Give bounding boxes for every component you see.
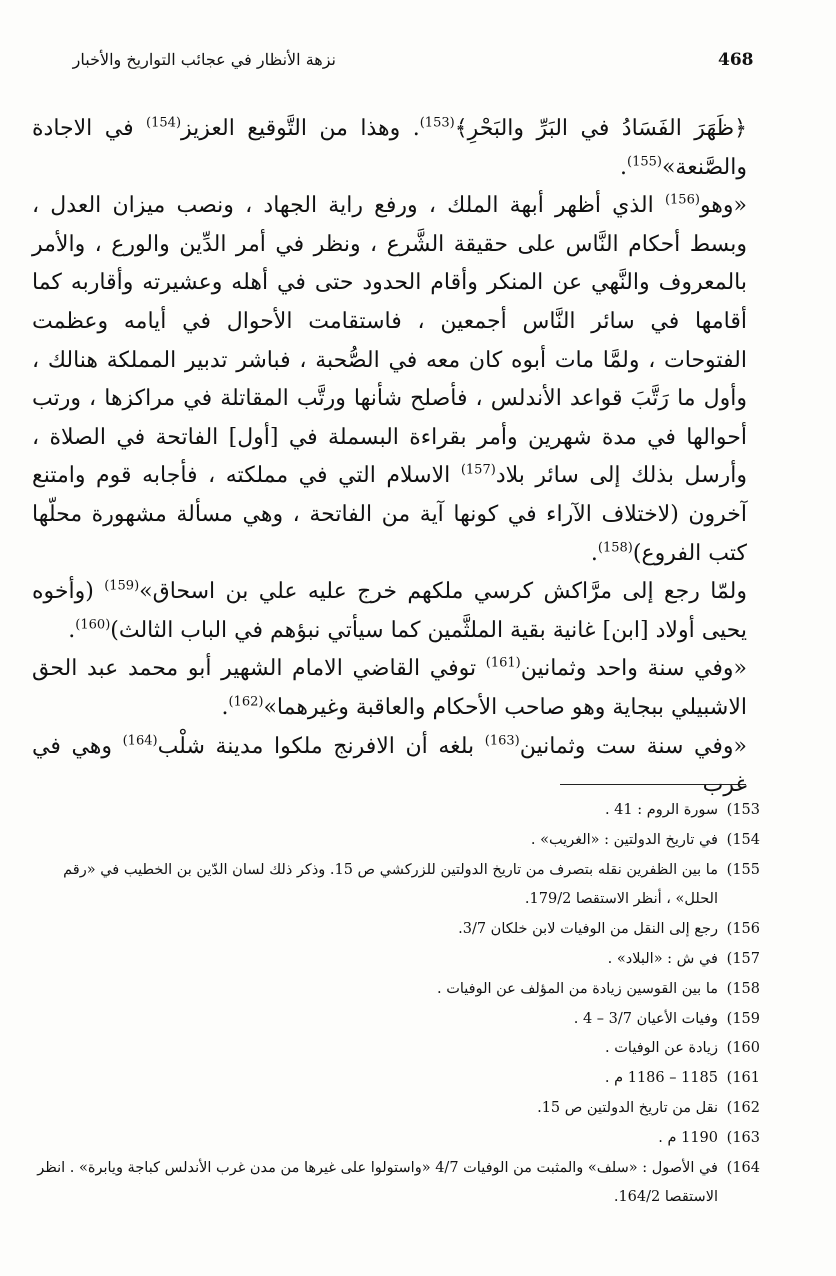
footnote-text: وفيات الأعيان 3/7 – 4 .	[573, 1010, 718, 1027]
main-text	[32, 110, 747, 805]
footnote-separator	[560, 784, 746, 785]
text-run: في الاجادة والصَّنعة»	[32, 116, 747, 180]
text-run: «وفي سنة واحد وثمانين	[520, 656, 747, 682]
footnote-number: (163	[726, 1129, 760, 1146]
footnotes-list	[30, 796, 760, 1213]
footnote-text: زيادة عن الوفيات .	[605, 1040, 718, 1057]
footnote	[30, 796, 760, 826]
footnote-text: نقل من تاريخ الدولتين ص 15.	[537, 1099, 718, 1116]
footnote-text: في ش : «البلاد» .	[607, 950, 718, 967]
page-number: 468	[718, 50, 754, 70]
text-run: .	[68, 617, 76, 643]
footnote-text: رجع إلى النقل من الوفيات لابن خلكان 3/7.	[458, 921, 718, 938]
footnote-ref: (164)	[122, 733, 158, 749]
footnote-text: ما بين القوسين زيادة من المؤلف عن الوفيات .	[436, 980, 718, 997]
footnote-text: 1190 م .	[658, 1129, 718, 1146]
footnote-number: (153	[726, 802, 760, 818]
running-title: نزهة الأنظار في عجائب التواريخ والأخبار	[72, 50, 336, 69]
paragraph	[32, 110, 747, 187]
footnote-ref: (155)	[626, 154, 662, 170]
footnote-ref: (153)	[419, 115, 455, 131]
footnote-ref: (157)	[460, 463, 496, 479]
footnote	[30, 826, 760, 856]
footnote	[30, 915, 760, 945]
text-run: .	[221, 694, 229, 720]
text-run: «وهو	[699, 193, 747, 219]
footnote-number: (154	[726, 831, 760, 848]
footnote-number: (155	[726, 861, 760, 878]
footnote	[30, 1064, 760, 1094]
text-run: (وأخوه يحيى أولاد [ابن] غانية بقية الملثَّمين كما سيأتي نبؤهم في الباب الثالث)	[32, 579, 747, 643]
text-run: ﴿ظَهَرَ الفَسَادُ في البَرِّ والبَحْرِ﴾	[454, 116, 747, 141]
footnote-ref: (158)	[597, 540, 633, 556]
text-run: «وفي سنة ست وثمانين	[519, 733, 747, 759]
page-header	[0, 50, 836, 80]
footnote	[30, 975, 760, 1005]
footnote-text: ما بين الظفرين نقله بتصرف من تاريخ الدولتين للزركشي ص 15. وذكر ذلك لسان الدّين بن الخطيب في «رقم الحلل» ، أنظر الاستقصا 179/2.	[63, 861, 718, 908]
text-run: وهي في غرب	[32, 733, 747, 798]
footnote	[30, 1005, 760, 1035]
text-run: توفي القاضي الامام الشهير أبو محمد عبد الحق الاشبيلي ببجاية وهو صاحب الأحكام والعاقبة وغيرهما»	[32, 656, 747, 720]
footnote-ref: (162)	[228, 694, 264, 710]
footnote-number: (157	[726, 950, 760, 967]
footnote	[30, 856, 760, 916]
footnote-number: (156	[726, 921, 760, 938]
footnote-number: (162	[726, 1099, 760, 1116]
footnote	[30, 945, 760, 975]
footnote	[30, 1034, 760, 1064]
text-run: ولمّا رجع إلى مرَّاكش كرسي ملكهم خرج عليه علي بن اسحاق»	[139, 579, 747, 605]
text-run: بلغه أن الافرنج ملكوا مدينة شلْب	[157, 733, 485, 759]
footnote	[30, 1094, 760, 1124]
footnote-ref: (160)	[75, 617, 111, 633]
paragraph	[32, 728, 747, 805]
text-run: .	[590, 540, 598, 566]
paragraph	[32, 573, 747, 650]
footnote-ref: (161)	[485, 655, 521, 671]
footnote-number: (159	[726, 1010, 760, 1027]
footnote-text: سورة الروم : 41 .	[604, 802, 718, 818]
footnote-ref: (159)	[104, 578, 140, 594]
footnote-ref: (163)	[484, 733, 520, 749]
footnote-text: في الأصول : «سلف» والمثبت من الوفيات 4/7 «واستولوا على غيرها من مدن غرب الأندلس كباجة ويابرة» . انظر الاستقصا 164/2.	[37, 1159, 718, 1206]
paragraph	[32, 650, 747, 727]
footnote	[30, 1154, 760, 1214]
footnote-text: في تاريخ الدولتين : «الغريب» .	[530, 831, 718, 848]
text-run: . وهذا من التَّوقيع العزيز	[181, 116, 420, 141]
footnote-ref: (156)	[664, 192, 700, 208]
text-run: الاسلام التي في مملكته ، فأجابه قوم وامتنع آخرون (لاختلاف الآراء في كونها آية من الفاتحة ، وهي مسألة مشهورة محلّها كتب الفروع)	[32, 463, 747, 566]
paragraph	[32, 187, 747, 573]
footnote-number: (161	[726, 1070, 760, 1087]
footnote-ref: (154)	[146, 115, 182, 131]
footnote-number: (160	[726, 1040, 760, 1057]
footnote	[30, 1124, 760, 1154]
text-run: الذي أظهر أبهة الملك ، ورفع راية الجهاد ، ونصب ميزان العدل ، وبسط أحكام النَّاس على حقيقة الشَّرع ، ونظر في أمر الدِّين والورع ، والأمر بالمعروف والنَّهي عن المنكر وأقام الحدود حتى في أهله وعشيرته وأقاربه كما أقامها في سائر النَّاس أجمعين ، فاستقامت الأحوال في أيامه وعظمت الفتوحات ، ولمَّا مات أبوه كان معه في الصُّحبة ، فباشر تدبير المملكة هنالك ، وأول ما رَتَّبَ قواعد الأندلس ، فأصلح شأنها ورتَّب المقاتلة في مراكزها ، ورتب أحوالها في مدة شهرين وأمر بقراءة البسملة في [أول] الفاتحة في الصلاة ، وأرسل بذلك إلى سائر بلاد	[32, 193, 747, 489]
footnote-number: (164	[726, 1159, 760, 1176]
text-run: .	[619, 154, 627, 180]
footnote-number: (158	[726, 980, 760, 997]
footnote-text: 1185 – 1186 م .	[604, 1070, 718, 1087]
